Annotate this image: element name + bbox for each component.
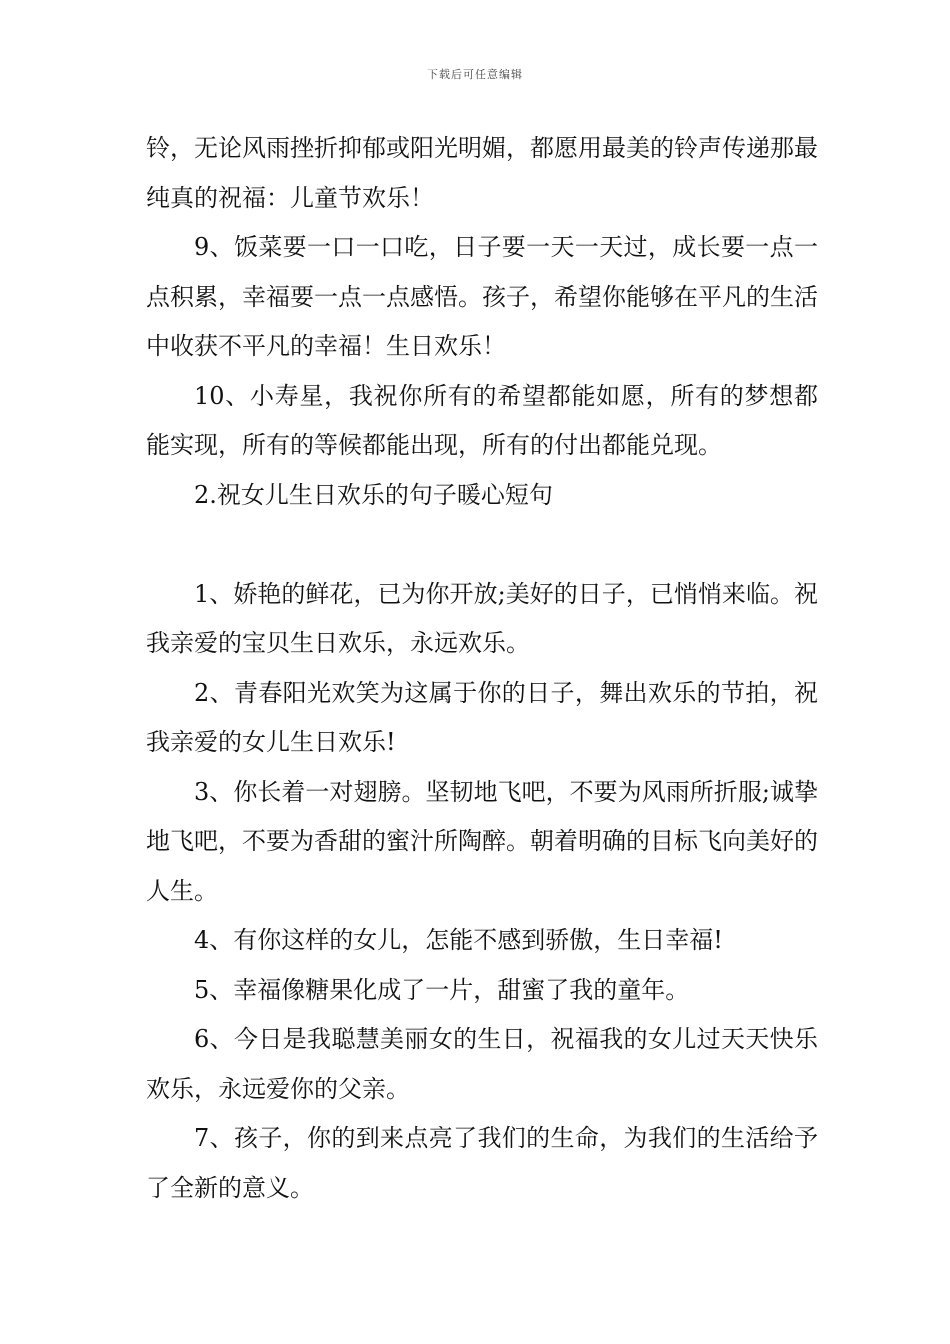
page-header: 下载后可任意编辑 <box>427 68 523 81</box>
paragraph-item-6: 6、今日是我聪慧美丽女的生日，祝福我的女儿过天天快乐欢乐，永远爱你的父亲。 <box>146 1025 818 1103</box>
paragraph-item-10: 10、小寿星，我祝你所有的希望都能如愿，所有的梦想都能实现，所有的等候都能出现，所有的付出都能兑现。 <box>146 381 818 459</box>
paragraph-item-2: 2、青春阳光欢笑为这属于你的日子，舞出欢乐的节拍，祝我亲爱的女儿生日欢乐! <box>146 678 818 756</box>
paragraph-item-5: 5、幸福像糖果化成了一片，甜蜜了我的童年。 <box>194 975 690 1004</box>
paragraph-continuation: 铃，无论风雨挫折抑郁或阳光明媚，都愿用最美的铃声传递那最纯真的祝福：儿童节欢乐！ <box>146 134 818 212</box>
paragraph-item-1: 1、娇艳的鲜花，已为你开放;美好的日子，已悄悄来临。祝我亲爱的宝贝生日欢乐，永远欢乐。 <box>146 579 818 657</box>
section-heading: 2.祝女儿生日欢乐的句子暖心短句 <box>194 480 553 509</box>
document-body <box>146 124 818 1213</box>
paragraph-item-9: 9、饭菜要一口一口吃，日子要一天一天过，成长要一点一点积累，幸福要一点一点感悟。孩子，希望你能够在平凡的生活中收获不平凡的幸福！生日欢乐！ <box>146 233 818 360</box>
paragraph-item-3: 3、你长着一对翅膀。坚韧地飞吧，不要为风雨所折服;诚挚地飞吧，不要为香甜的蜜汁所陶醉。朝着明确的目标飞向美好的人生。 <box>146 777 818 905</box>
blank-line <box>146 520 818 570</box>
paragraph-item-7: 7、孩子，你的到来点亮了我们的生命，为我们的生活给予了全新的意义。 <box>146 1124 818 1202</box>
paragraph-item-4: 4、有你这样的女儿，怎能不感到骄傲，生日幸福! <box>194 926 723 954</box>
